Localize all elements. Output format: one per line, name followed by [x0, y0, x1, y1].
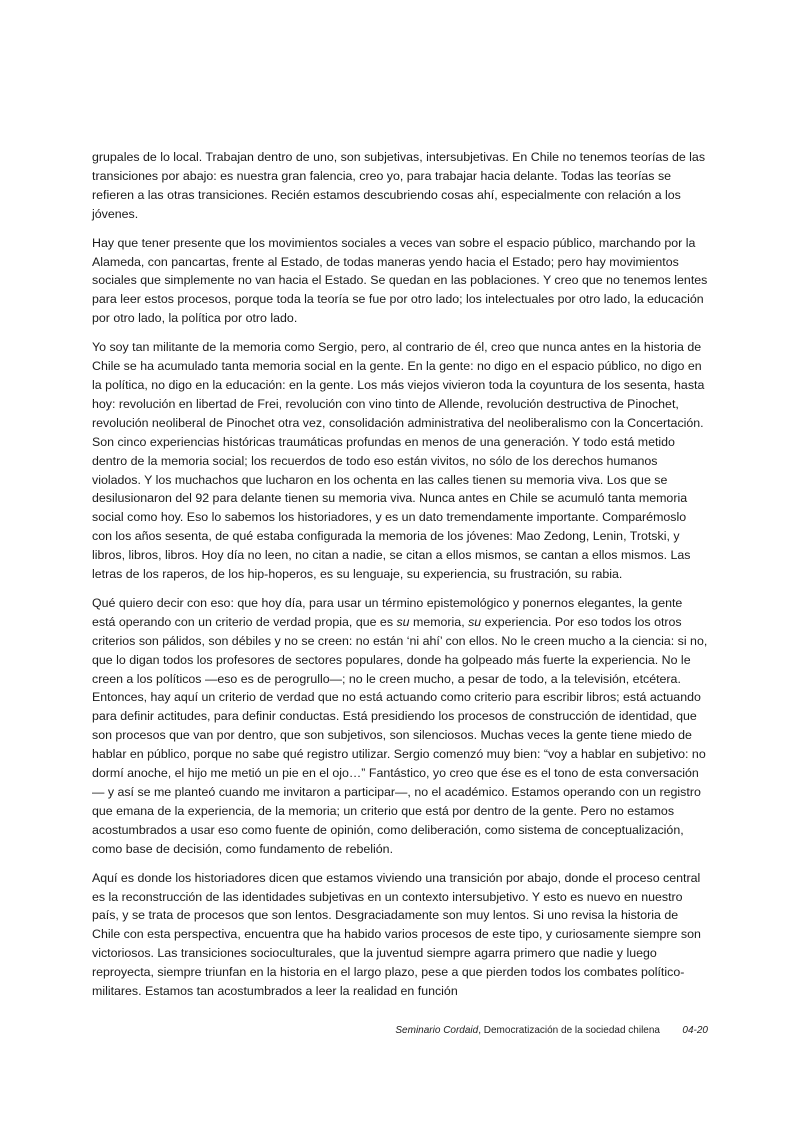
body-text [92, 148, 708, 1011]
paragraph-2: Hay que tener presente que los movimientos sociales a veces van sobre el espacio público, marchando por la Alameda, con pancartas, frente al Estado, de todas maneras yendo hacia el Estado; pero hay movimientos sociales que simplemente no van hacia el Estado. Se quedan en las poblaciones. Y creo que no tenemos lentes para leer estos procesos, porque toda la teoría se fue por otro lado; los intelectuales por otro lado, la educación por otro lado, la política por otro lado. [92, 235, 708, 326]
footer-source-subtitle: , Democratización de la sociedad chilena [478, 1025, 660, 1036]
emphasis-su: su [396, 614, 410, 629]
page-number: 04-20 [682, 1025, 708, 1036]
paragraph-3: Yo soy tan militante de la memoria como Sergio, pero, al contrario de él, creo que nunca antes en la historia de Chile se ha acumulado tanta memoria social en la gente. En la gente: no digo en el espacio público, no digo en la política, no digo en la educación: en la gente. Los más viejos vivieron toda la coyuntura de los sesenta, hasta hoy: revolución en libertad de Frei, revolución con vino tinto de Allende, revolución destructiva de Pinochet, revolución neoliberal de Pinochet otra vez, consolidación administrativa del neoliberalismo con la Concertación. Son cinco experiencias históricas traumáticas profundas en menos de una generación. Y todo está metido dentro de la memoria social; los recuerdos de todo eso están vivitos, no sólo de los derechos humanos violados. Y los muchachos que lucharon en los ochenta en las calles tienen su memoria viva. Los que se desilusionaron del 92 para delante tienen su memoria viva. Nunca antes en Chile se acumuló tanta memoria social como hoy. Eso lo sabemos los historiadores, y es un dato tremendamente importante. Comparémoslo con los años sesenta, de qué estaba configurada la memoria de los jóvenes: Mao Zedong, Lenin, Trotski, y libros, libros, libros. Hoy día no leen, no citan a nadie, se citan a ellos mismos, se cantan a ellos mismos. Las letras de los raperos, de los hip-hoperos, es su lenguaje, su experiencia, su frustración, su rabia. [92, 340, 705, 582]
paragraph-5: Aquí es donde los historiadores dicen que estamos viviendo una transición por abajo, donde el proceso central es la reconstrucción de las identidades subjetivas en un contexto intersubjetivo. Y esto es nuevo en nuestro país, y se trata de procesos que son lentos. Desgraciadamente son muy lentos. Si uno revisa la historia de Chile con esta perspectiva, encuentra que ha habido varios procesos de este tipo, y curiosamente siempre son victoriosos. Las transiciones socioculturales, que la juventud siempre agarra primero que nadie y luego reproyecta, siempre triunfan en la historia en el largo plazo, pese a que pierden todos los combates político-militares. Estamos tan acostumbrados a leer la realidad en función [92, 870, 701, 999]
paragraph-1: grupales de lo local. Trabajan dentro de uno, son subjetivas, intersubjetivas. En Chile no tenemos teorías de las transiciones por abajo: es nuestra gran falencia, creo yo, para trabajar hacia delante. Todas las teorías se refieren a las otras transiciones. Recién estamos descubriendo cosas ahí, especialmente con relación a los jóvenes. [92, 150, 706, 221]
emphasis-su: su [468, 614, 482, 629]
paragraph-4: Qué quiero decir con eso: que hoy día, para usar un término epistemológico y ponernos elegantes, la gente está operando con un criterio de verdad propia, que es su memoria, su experiencia. Por eso todos los otros criterios son pálidos, son débiles y no se creen: no están ‘ni ahí’ con ellos. No le creen mucho a la ciencia: si no, que lo digan todos los profesores de sectores populares, donde ha golpeado más fuerte la experiencia. No le creen a los políticos —eso es de perogrullo—; no le creen mucho, a pesar de todo, a la televisión, etcétera. Entonces, hay aquí un criterio de verdad que no está actuando como criterio para escribir libros; está actuando para definir actitudes, para definir conductas. Está presidiendo los procesos de construcción de identidad, que son procesos que van por dentro, que son subjetivos, son silenciosos. Muchas veces la gente tiene miedo de hablar en público, porque no sabe qué registro utilizar. Sergio comenzó muy bien: “voy a hablar en subjetivo: no dormí anoche, el hijo me metió un pie en el ojo…” Fantástico, yo creo que ése es el tono de esta conversación— y así se me planteó cuando me invitaron a participar—, no el académico. Estamos operando con un registro que emana de la experiencia, de la memoria; un criterio que está por dentro de la gente. Pero no estamos acostumbrados a usar eso como fuente de opinión, como deliberación, como sistema de conceptualización, como base de decisión, como fundamento de rebelión. [92, 595, 708, 856]
footer-source-title: Seminario Cordaid [395, 1025, 479, 1036]
footer-source [395, 1024, 660, 1038]
